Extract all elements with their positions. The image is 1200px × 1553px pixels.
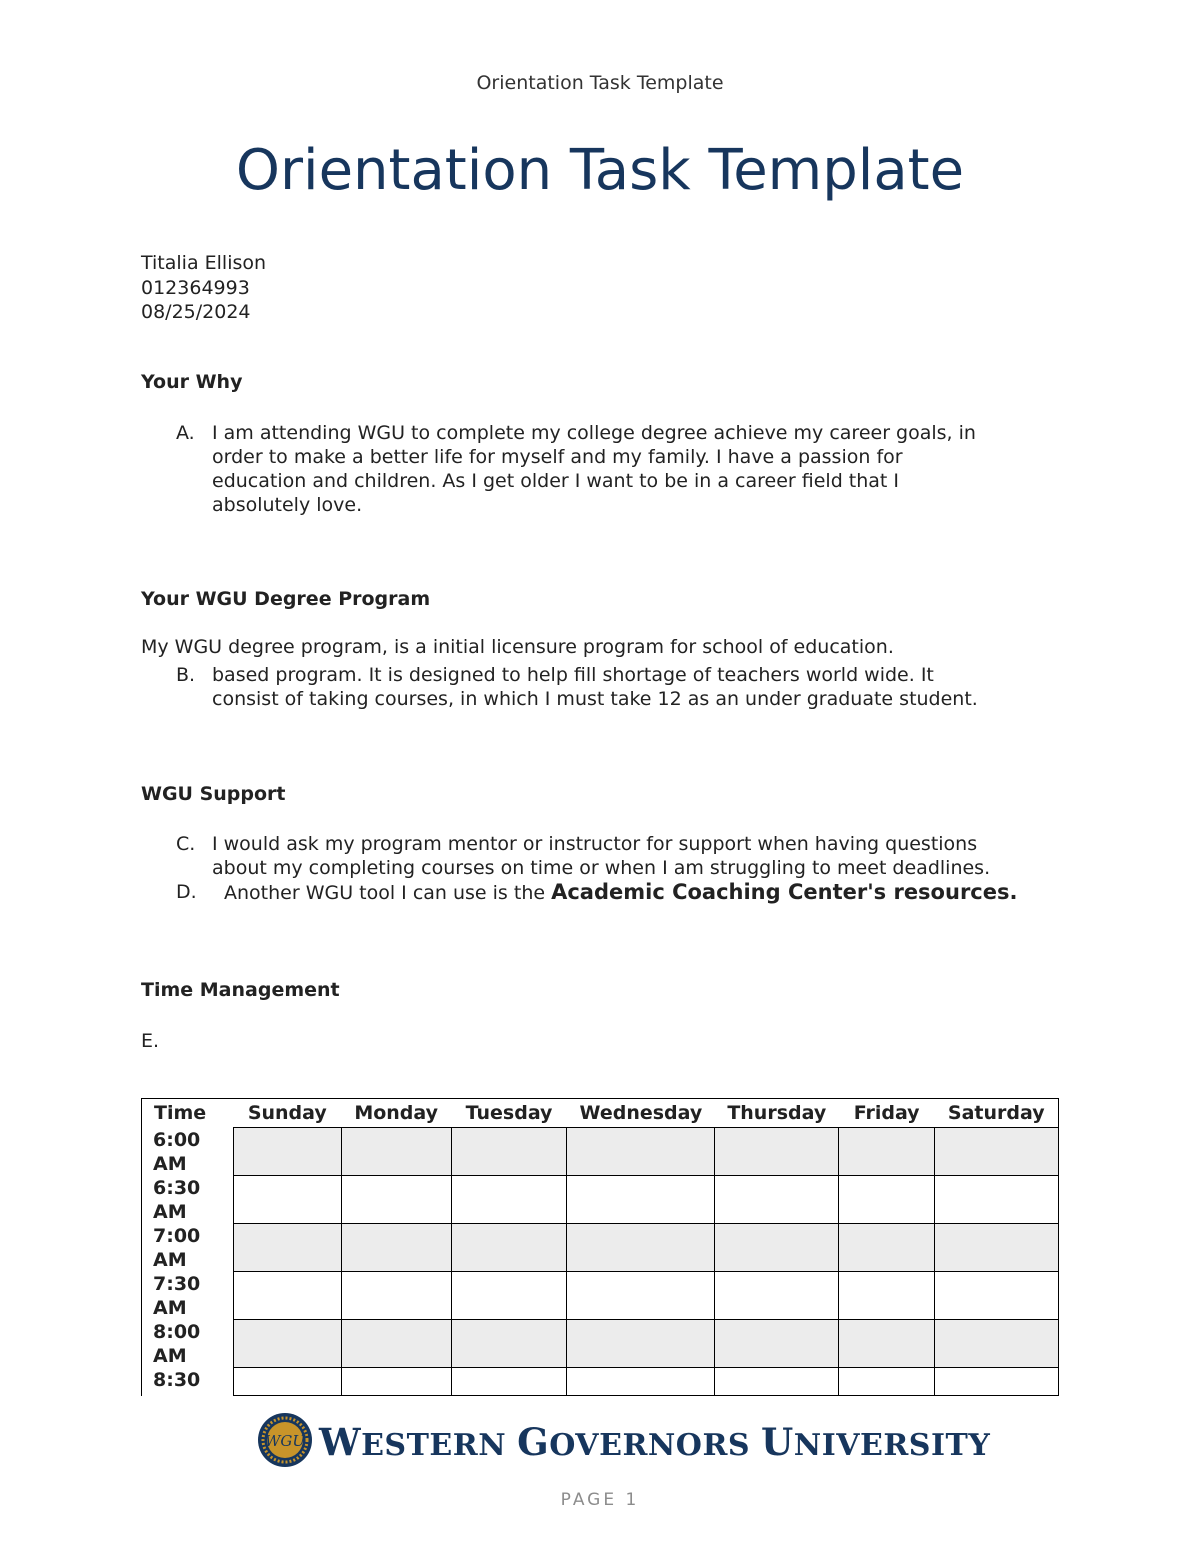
running-header: Orientation Task Template [476,72,724,94]
logo-letter: G [517,1420,550,1464]
table-row [142,1176,1059,1224]
text-line: education and children. As I get older I want to be in a career field that I [212,470,900,492]
schedule-slot[interactable] [451,1368,567,1396]
table-row [142,1272,1059,1320]
schedule-slot[interactable] [935,1368,1059,1396]
university-name [319,1420,990,1464]
schedule-slot[interactable] [567,1272,715,1320]
time-label: 7:00 [153,1224,201,1247]
list-marker: D. [176,881,197,903]
schedule-slot[interactable] [233,1320,341,1368]
page-number: PAGE 1 [560,1490,640,1510]
list-text [212,663,1076,711]
time-label: 8:30 [153,1368,201,1391]
column-header-wednesday: Wednesday [567,1099,715,1128]
schedule-slot[interactable] [715,1272,839,1320]
text-line: I would ask my program mentor or instructor for support when having questions [212,833,978,855]
weekly-schedule-table [141,1098,1059,1396]
schedule-slot[interactable] [839,1176,935,1224]
time-period: AM [153,1152,187,1175]
logo-word-part: NIVERSITY [793,1428,991,1463]
table-row [142,1128,1059,1176]
document-title: Orientation Task Template [235,138,965,203]
time-label: 6:00 [153,1128,201,1151]
schedule-slot[interactable] [715,1128,839,1176]
list-marker-e: E. [141,1030,160,1052]
text-line: Another WGU tool I can use is the [224,882,552,904]
column-header-monday: Monday [341,1099,451,1128]
heading-wgu-support: WGU Support [141,783,286,805]
schedule-slot[interactable] [451,1128,567,1176]
logo-letter: W [319,1420,362,1464]
text-line: absolutely love. [212,494,363,516]
heading-time-management: Time Management [141,979,340,1001]
column-header-time: Time [142,1099,234,1128]
list-text [212,421,1076,517]
column-header-thursday: Thursday [715,1099,839,1128]
schedule-slot[interactable] [935,1176,1059,1224]
schedule-slot[interactable] [233,1368,341,1396]
time-period: AM [153,1200,187,1223]
logo-word-part: ESTERN [361,1428,518,1463]
time-cell [142,1272,234,1320]
schedule-slot[interactable] [341,1272,451,1320]
schedule-slot[interactable] [839,1128,935,1176]
text-line: about my completing courses on time or when I am struggling to meet deadlines. [212,857,991,879]
schedule-slot[interactable] [935,1272,1059,1320]
schedule-slot[interactable] [451,1272,567,1320]
logo-word-part: OVERNORS [549,1428,761,1463]
time-cell [142,1368,234,1396]
schedule-slot[interactable] [839,1320,935,1368]
schedule-slot[interactable] [451,1224,567,1272]
column-header-saturday: Saturday [935,1099,1059,1128]
student-id: 012364993 [141,276,250,299]
list-item-a [176,421,1076,517]
schedule-slot[interactable] [233,1128,341,1176]
schedule-slot[interactable] [233,1272,341,1320]
logo-letter: U [760,1420,794,1464]
student-name: Titalia Ellison [141,252,267,274]
schedule-slot[interactable] [839,1368,935,1396]
schedule-slot[interactable] [715,1224,839,1272]
seal-monogram: WGU [264,1432,306,1450]
schedule-slot[interactable] [839,1224,935,1272]
time-cell [142,1128,234,1176]
time-label: 8:00 [153,1320,201,1343]
schedule-slot[interactable] [567,1128,715,1176]
column-header-friday: Friday [839,1099,935,1128]
list-marker: A. [176,422,195,444]
list-marker: B. [176,664,196,686]
time-period: AM [153,1248,187,1271]
schedule-slot[interactable] [341,1368,451,1396]
list-text [224,880,1076,905]
schedule-slot[interactable] [715,1176,839,1224]
time-cell [142,1176,234,1224]
schedule-slot[interactable] [341,1320,451,1368]
wgu-logo [257,1412,991,1468]
time-cell [142,1224,234,1272]
heading-your-why: Your Why [141,371,243,393]
schedule-slot[interactable] [341,1128,451,1176]
schedule-slot[interactable] [451,1320,567,1368]
schedule-slot[interactable] [567,1176,715,1224]
schedule-slot[interactable] [715,1320,839,1368]
schedule-slot[interactable] [935,1320,1059,1368]
list-item-b [176,663,1076,711]
degree-intro: My WGU degree program, is a initial licensure program for school of education. [141,636,894,658]
schedule-slot[interactable] [567,1368,715,1396]
schedule-slot[interactable] [233,1176,341,1224]
schedule-slot[interactable] [233,1224,341,1272]
schedule-slot[interactable] [341,1224,451,1272]
time-cell [142,1320,234,1368]
schedule-slot[interactable] [451,1176,567,1224]
list-marker: C. [176,833,196,855]
time-period: AM [153,1296,187,1319]
time-period: AM [153,1344,187,1367]
table-header-row [142,1099,1059,1128]
schedule-slot[interactable] [839,1272,935,1320]
schedule-slot[interactable] [567,1224,715,1272]
text-line: consist of taking courses, in which I must take 12 as an under graduate student. [212,688,978,710]
heading-degree-program: Your WGU Degree Program [141,588,431,610]
column-header-tuesday: Tuesday [451,1099,567,1128]
text-line: I am attending WGU to complete my college degree achieve my career goals, in [212,422,976,444]
text-line: based program. It is designed to help fill shortage of teachers world wide. It [212,664,934,686]
list-item-c [176,832,1076,880]
schedule-slot[interactable] [935,1128,1059,1176]
schedule-slot[interactable] [935,1224,1059,1272]
text-line: order to make a better life for myself and my family. I have a passion for [212,446,903,468]
time-label: 7:30 [153,1272,201,1295]
schedule-slot[interactable] [567,1320,715,1368]
university-seal-icon [257,1412,313,1468]
list-item-d [176,880,1076,905]
student-info [141,251,266,325]
table-row [142,1224,1059,1272]
submission-date: 08/25/2024 [141,301,251,323]
table-row [142,1368,1059,1396]
list-text [212,832,1076,880]
table-row [142,1320,1059,1368]
column-header-sunday: Sunday [233,1099,341,1128]
time-label: 6:30 [153,1176,201,1199]
schedule-slot[interactable] [341,1176,451,1224]
schedule-slot[interactable] [715,1368,839,1396]
academic-coaching-link-text: Academic Coaching Center's resources. [551,880,1018,904]
